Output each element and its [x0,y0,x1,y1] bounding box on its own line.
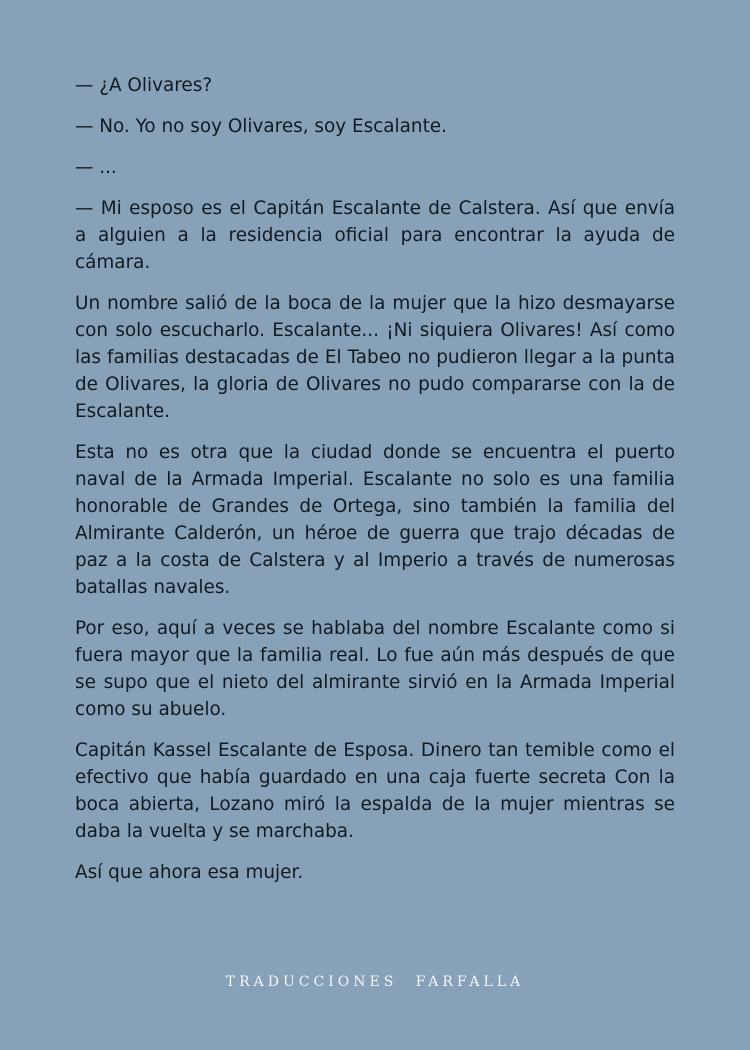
paragraph: Capitán Kassel Escalante de Esposa. Dinero tan temible como el efectivo que había guardado en una caja fuerte secreta Con la boca abierta, Lozano miró la espalda de la mujer mientras se daba la vuelta y se marchaba. [75,740,675,842]
paragraph: Esta no es otra que la ciudad donde se encuentra el puerto naval de la Armada Imperial. Escalante no solo es una familia honorable de Grandes de Ortega, sino también la familia del Almirante Calderón, un héroe de guerra que trajo décadas de paz a la costa de Calstera y al Imperio a través de numerosas batallas navales. [75,442,675,598]
paragraph: Por eso, aquí a veces se hablaba del nombre Escalante como si fuera mayor que la familia real. Lo fue aún más después de que se supo que el nieto del almirante sirvió en la Armada Imperial como su abuelo. [75,618,675,720]
paragraph: Así que ahora esa mujer. [75,862,304,883]
paragraph: — Mi esposo es el Capitán Escalante de Calstera. Así que envía a alguien a la residencia oficial para encontrar la ayuda de cámara. [75,198,675,273]
paragraph: — No. Yo no soy Olivares, soy Escalante. [75,116,447,137]
paragraph: Un nombre salió de la boca de la mujer que la hizo desmayarse con solo escucharlo. Escalante... ¡Ni siquiera Olivares! Así como las familias destacadas de El Tabeo no pudieron llegar a la punta de Olivares, la gloria de Olivares no pudo compararse con la de Escalante. [75,293,675,422]
footer-credit: TRADUCCIONES FARFALLA [225,974,525,990]
paragraph: — ... [75,157,117,178]
paragraph: — ¿A Olivares? [75,75,213,96]
page-text [75,72,675,900]
